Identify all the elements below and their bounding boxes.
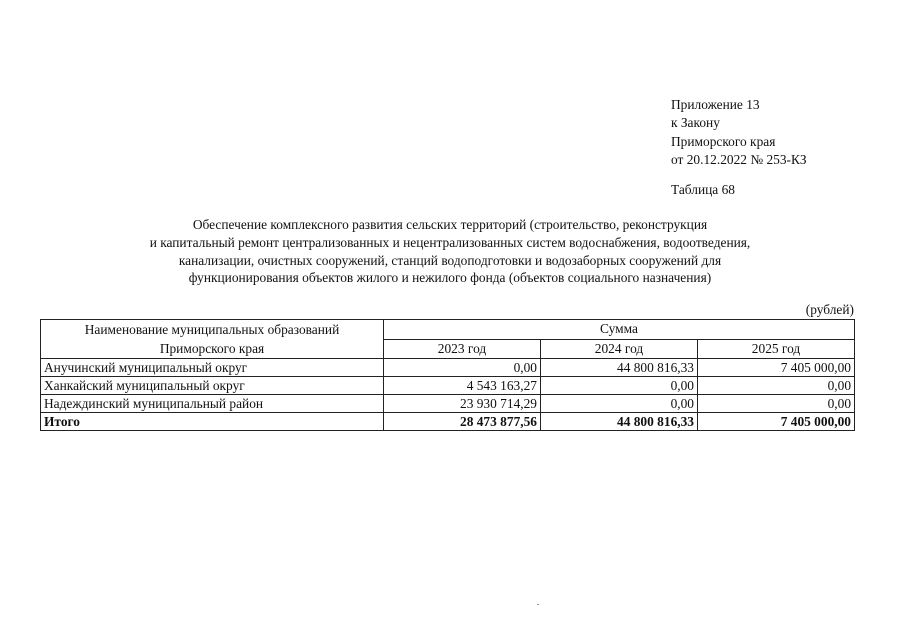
row-value-2024: 44 800 816,33 [541, 359, 698, 377]
title-line-4: функционирования объектов жилого и нежилого фонда (объектов социального назначения) [188, 270, 712, 286]
row-value-2025: 0,00 [698, 377, 855, 395]
header-sum: Сумма [384, 320, 855, 340]
header-municipality-line-1: Наименование муниципальных образований [84, 322, 340, 337]
total-row [41, 413, 855, 431]
row-name: Надеждинский муниципальный район [41, 395, 384, 413]
appendix-line-4: от 20.12.2022 № 253-КЗ [671, 151, 807, 167]
row-value-2025: 7 405 000,00 [698, 359, 855, 377]
unit-label: (рублей) [805, 302, 854, 317]
row-value-2023: 23 930 714,29 [384, 395, 541, 413]
total-value-2025: 7 405 000,00 [698, 413, 855, 431]
document-title [60, 216, 840, 287]
table-row [41, 377, 855, 395]
total-value-2023: 28 473 877,56 [384, 413, 541, 431]
appendix-line-1: Приложение 13 [671, 97, 760, 112]
header-year-2023: 2023 год [384, 339, 541, 359]
header-municipality [41, 320, 384, 359]
row-value-2024: 0,00 [541, 395, 698, 413]
title-line-2: и капитальный ремонт централизованных и нецентрализованных систем водоснабжения, водоотведения, [149, 234, 751, 250]
row-value-2024: 0,00 [541, 377, 698, 395]
appendix-line-2: к Закону [671, 115, 720, 131]
header-municipality-line-2: Приморского края [159, 341, 265, 356]
row-name: Анучинский муниципальный округ [41, 359, 384, 377]
appendix-line-3: Приморского края [671, 133, 776, 149]
budget-table [40, 319, 855, 431]
title-line-1: Обеспечение комплексного развития сельских территорий (строительство, реконструкция [192, 217, 708, 232]
row-value-2025: 0,00 [698, 395, 855, 413]
header-year-2024: 2024 год [541, 339, 698, 359]
appendix-header [671, 96, 807, 169]
table-row [41, 359, 855, 377]
title-line-3: канализации, очистных сооружений, станций водоподготовки и водозаборных сооружений для [178, 252, 722, 268]
header-year-2025: 2025 год [698, 339, 855, 359]
scan-speck [537, 604, 539, 605]
row-name: Ханкайский муниципальный округ [41, 377, 384, 395]
total-label: Итого [41, 413, 384, 431]
row-value-2023: 0,00 [384, 359, 541, 377]
total-value-2024: 44 800 816,33 [541, 413, 698, 431]
table-row [41, 395, 855, 413]
table-number: Таблица 68 [671, 182, 735, 197]
row-value-2023: 4 543 163,27 [384, 377, 541, 395]
